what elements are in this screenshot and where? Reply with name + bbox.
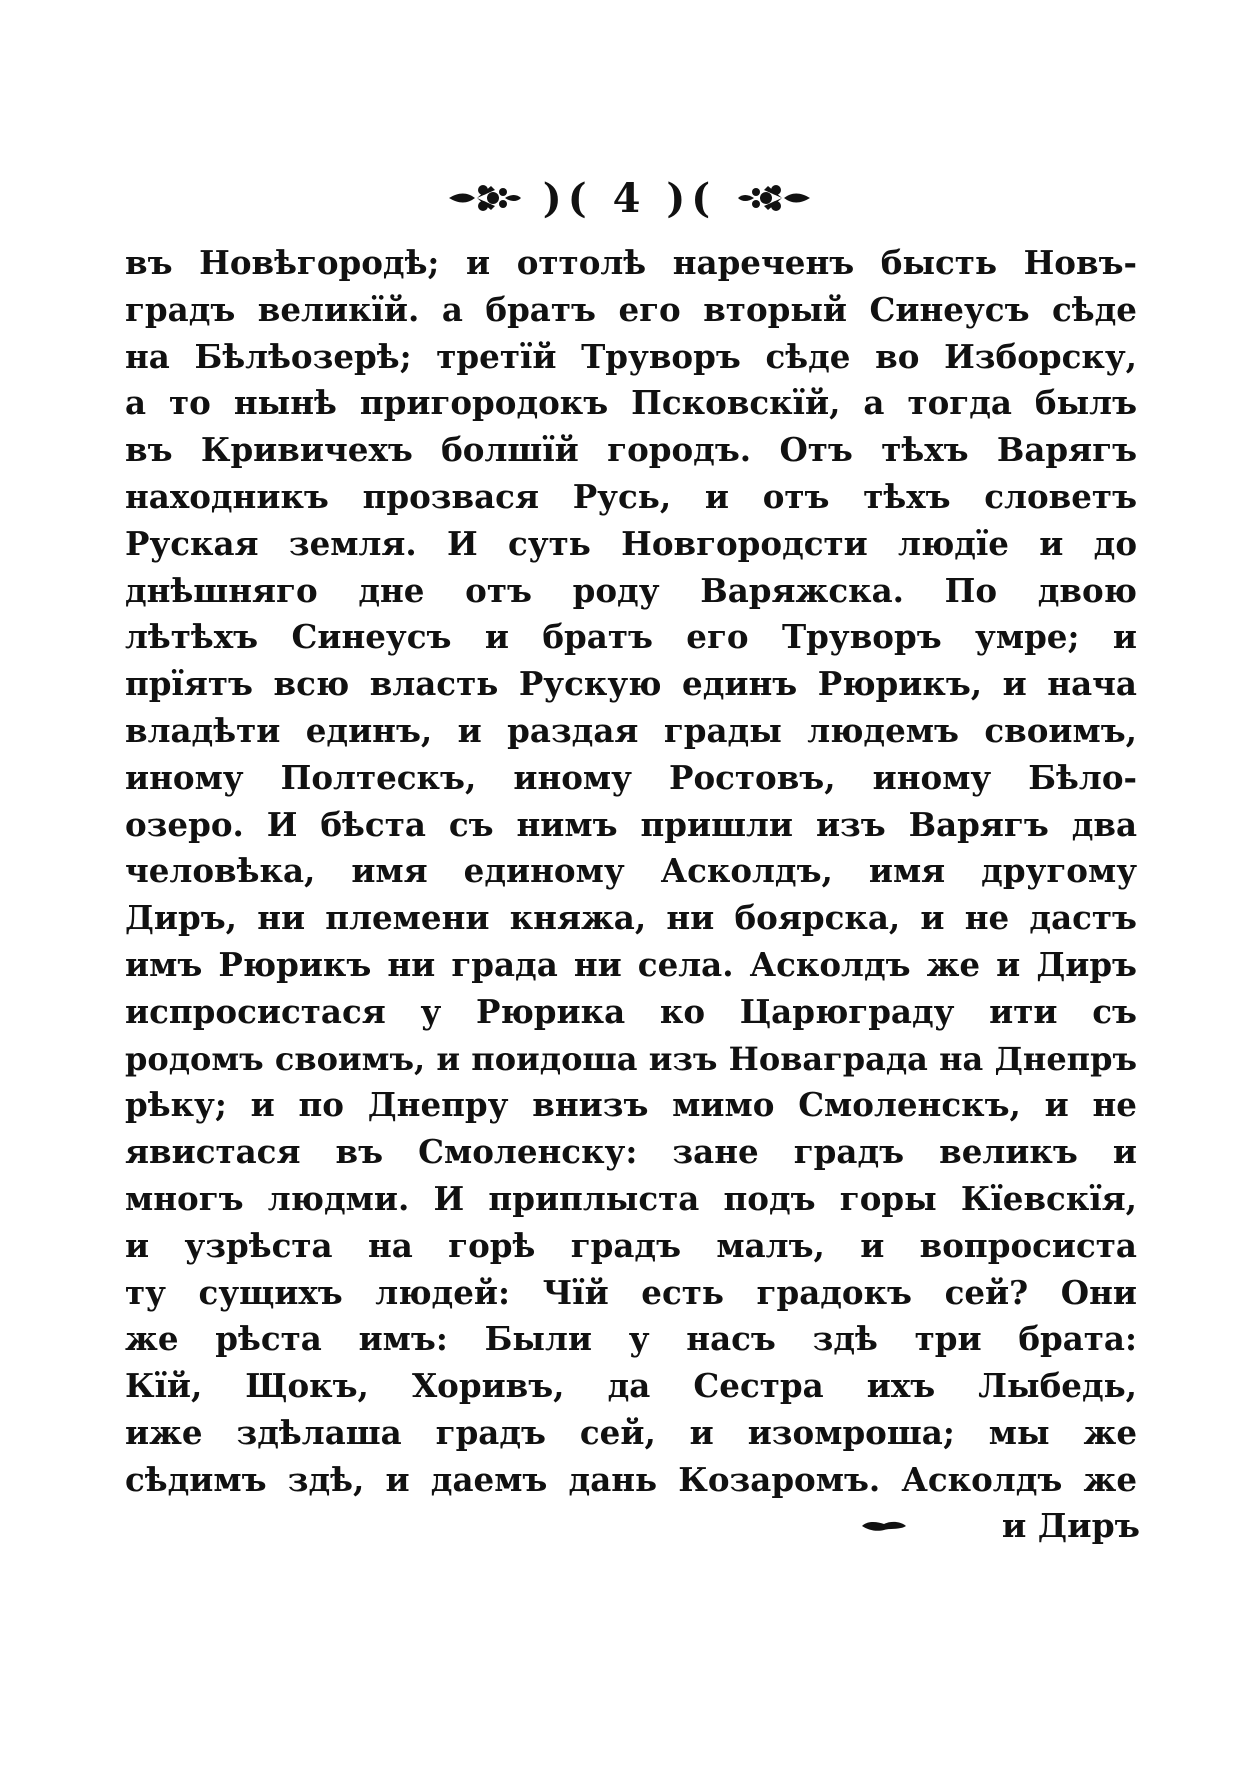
catchword-row — [860, 1500, 1140, 1550]
text-line: Диръ, ни племени княжа, ни боярска, и не дастъ — [125, 898, 1137, 938]
text-line: явистася въ Смоленску: зане градъ великъ и — [125, 1132, 1137, 1172]
text-line: а то нынѣ пригородокъ Псковскїй, а тогда былъ — [125, 383, 1137, 423]
text-line: сѣдимъ здѣ, и даемъ дань Козаромъ. Аскoлдъ же — [125, 1459, 1137, 1499]
text-line: днѣшняго дне отъ роду Варяжска. По двою — [125, 570, 1137, 610]
text-line: ту сущихъ людей: Чїй есть градокъ сей? Они — [125, 1272, 1137, 1312]
text-line: многъ людми. И приплыста подъ горы Кїевскїя, — [125, 1178, 1137, 1218]
page-header — [0, 168, 1259, 228]
catchword: и Диръ — [1001, 1505, 1140, 1545]
text-line: Кїй, Щокъ, Хоривъ, да Сестра ихъ Лыбедь, — [125, 1366, 1137, 1406]
text-line: въ Кривичехъ болшїй городъ. Отъ тѣхъ Варягъ — [125, 430, 1137, 470]
page-number: )( 4 )( — [542, 174, 717, 222]
ink-smudge-icon — [860, 1516, 908, 1534]
text-line: на Бѣлѣозерѣ; третїй Труворъ сѣде во Изборску, — [125, 336, 1137, 376]
text-line: владѣти единъ, и раздая грады людемъ своимъ, — [125, 710, 1137, 750]
text-line: лѣтѣхъ Синеусъ и братъ его Труворъ умре; и — [125, 617, 1137, 657]
text-line: родомъ своимъ, и поидоша изъ Новаграда на Днепръ — [125, 1039, 1137, 1078]
text-line: и узрѣста на горѣ градъ малъ, и вопросиста — [125, 1225, 1137, 1265]
text-line: прїятъ всю власть Рускую единъ Рюрикъ, и нача — [125, 664, 1137, 704]
body-text — [125, 240, 1137, 1504]
text-line: озеро. И бѣста съ нимъ пришли изъ Варягъ два — [125, 804, 1137, 844]
text-line: испросистася у Рюрика ко Царюграду ити съ — [125, 991, 1137, 1031]
text-line: въ Новѣгородѣ; и оттолѣ нареченъ бысть Новъ- — [125, 243, 1137, 282]
text-line: находникъ прозвася Русь, и отъ тѣхъ словетъ — [125, 476, 1137, 516]
floral-ornament-icon — [445, 178, 525, 218]
text-line: градъ великїй. а братъ его вторый Синеусъ сѣде — [125, 289, 1137, 329]
text-line: человѣка, имя единому Аскoлдъ, имя другому — [125, 851, 1137, 891]
text-line: же рѣста имъ: Были у насъ здѣ три брата: — [125, 1319, 1137, 1359]
text-line: Руская земля. И суть Новгородсти людїе и до — [125, 523, 1137, 563]
text-line: рѣку; и по Днепру внизъ мимо Смоленскъ, и не — [125, 1085, 1137, 1125]
floral-ornament-icon — [734, 178, 814, 218]
text-line: иному Полтескъ, иному Ростовъ, иному Бѣло- — [125, 757, 1137, 797]
text-line: имъ Рюрикъ ни града ни села. Аскoлдъ же и Диръ — [125, 944, 1137, 984]
text-line: иже здѣлаша градъ сей, и изомроша; мы же — [125, 1412, 1137, 1452]
